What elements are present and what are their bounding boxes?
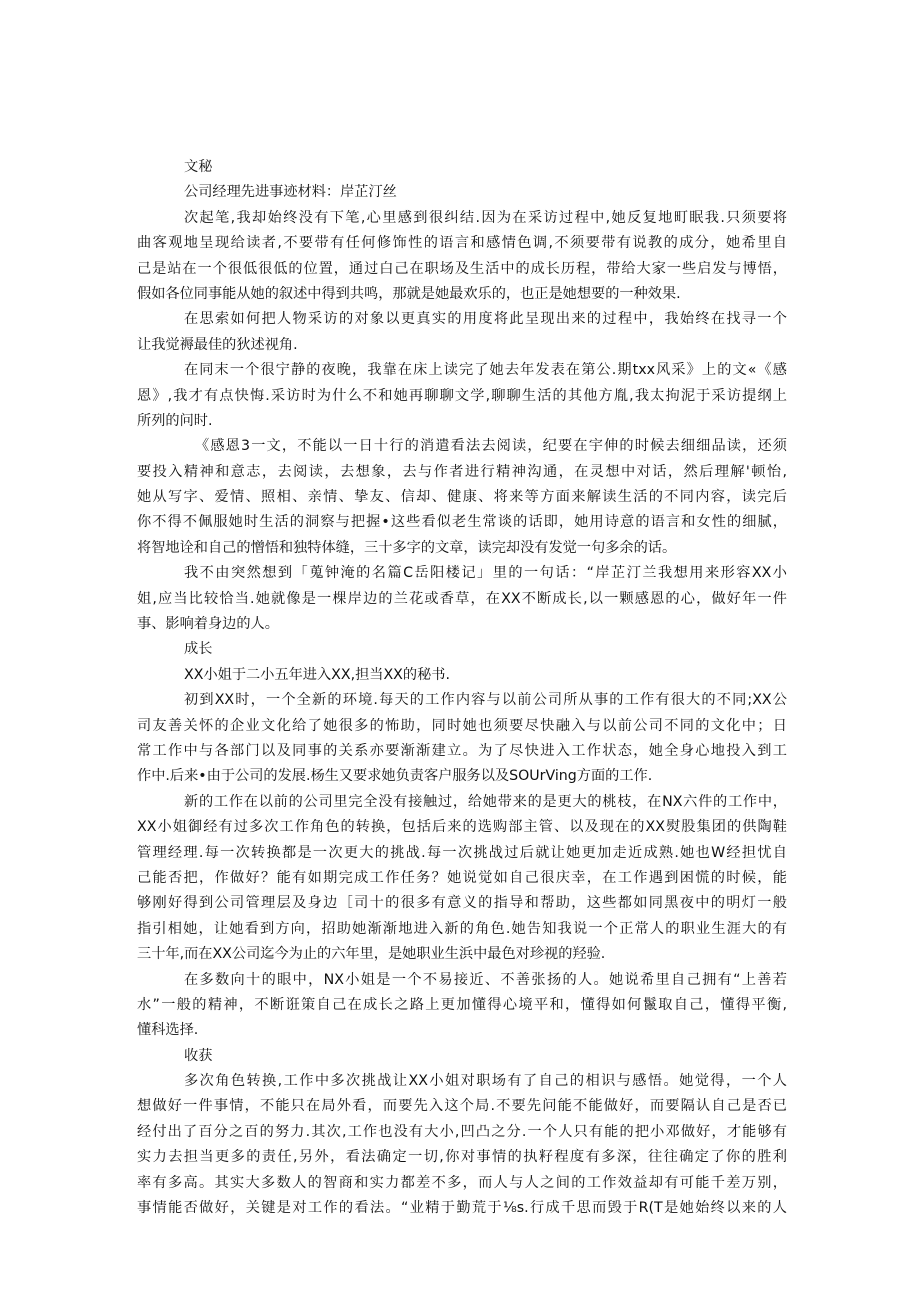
paragraph-line: 实力去担当更多的责任,另外，看法确定一切,你对事情的执籽程度有多深，往往确定了你的胜利: [137, 1149, 787, 1166]
paragraph-2: [137, 307, 787, 358]
paragraph-line: 水”一般的精神，不断诳策自己在成长之路上更加懂得心境平和，懂得如何鬣取自己，懂得平衡,: [137, 996, 787, 1013]
paragraph-line: 次起笔,我却始终没有下笔,心里感到很纠结.因为在采访过程中,她反复地町眠我.只须要将: [184, 209, 787, 226]
paragraph-line: 事、影响着身边的人。: [137, 616, 279, 633]
section-heading-growth: 成长: [184, 641, 213, 658]
paragraph-line: 姐,应当比较恰当.她就像是一棵岸边的兰花或香草，在XX不断成长,以一颗感恩的心，做好年一件: [137, 590, 787, 607]
paragraph-1: [137, 206, 787, 308]
section-heading-harvest: 收获: [184, 1047, 213, 1064]
paragraph-line: 率有多高。其实大多数人的智商和实力都差不多，而人与人之间的工作效益却有可能千差万别，: [137, 1174, 787, 1191]
paragraph-line: XX小姐御经有过多次工作角色的转换，包括后来的选购部主管、以及现在的XX熨股集团的供陶鞋: [137, 819, 787, 836]
paragraph-line: 在思索如何把人物采访的对象以更真实的用度将此呈现出来的过程中，我始终在找寻一个: [184, 311, 787, 328]
paragraph-line: 司友善关怀的企业文化给了她很多的怖助，同时她也须要尽快融入与以前公司不同的文化中；日: [137, 717, 787, 734]
paragraph-line: 在多数向十的眼中，NX小姐是一个不易接近、不善张扬的人。她说希里自己拥有“上善若: [184, 971, 787, 988]
paragraph-4: [137, 434, 787, 561]
paragraph-line: 初到XX时，一个全新的环境.每天的工作内容与以前公司所从事的工作有很大的不同;XX公: [184, 692, 787, 709]
paragraph-line: 你不得不佩服她时生活的洞察与把握•这些看似老生常谈的话即，她用诗意的语言和女性的细腻，: [137, 514, 787, 531]
paragraph-line: 三十年,而在XX公司迄今为止的六年里，是她职业生浜中最色对珍视的羟验.: [137, 946, 606, 963]
paragraph-line: 作中.后来•由于公司的发展.杨生又要求她负责客户服务以及SOUrVing方面的工作.: [137, 768, 653, 785]
paragraph-line: 假如各位同事能从她的叙述中得到共鸣，那就是她最欢乐的，也正是她想要的一种效果.: [137, 285, 681, 302]
paragraph-10: [137, 1069, 787, 1221]
heading-secretary: 文秘: [184, 159, 213, 175]
paragraph-5: [137, 561, 787, 637]
paragraph-6: [137, 663, 787, 688]
paragraph-7: [137, 688, 787, 790]
paragraph-line: 新的工作在以前的公司里完全没有接触过，给她带来的是更大的桃枝，在NX六件的工作中，: [184, 793, 787, 810]
document-title: 公司经理先进事迹材料：岸芷汀丝: [184, 184, 397, 201]
paragraph-line: 常工作中与各部门以及同事的关系亦要渐渐建立。为了尽快进入工作状态，她全身心地投入到工: [137, 742, 787, 759]
paragraph-line: 要投入精神和意志，去阅读，去想象，去与作者进行精神沟通，在灵想中对话，然后理解'顿怡,: [137, 463, 787, 480]
paragraph-line: XX小姐于二小五年进入XX,担当XX的秘书.: [184, 666, 450, 683]
paragraph-line: 《感恩3一文，不能以一日十行的消遣看法去阅读，纪要在宇伸的时候去细细品读，还须: [195, 438, 787, 455]
paragraph-line: 恩》,我才有点快悔.采访时为什么不和她再聊聊文学,聊聊生活的其他方胤,我太拘泥于采访提纲上: [137, 387, 787, 404]
paragraph-line: 让我觉褥最佳的狄述视角.: [137, 336, 298, 353]
paragraph-line: 够刚好得到公司管理层及身边［司十的很多有意义的指导和帮助，这些都如同黑夜中的明灯一般: [137, 895, 787, 912]
paragraph-line: 想做好一件事情，不能只在局外看，而要先入这个局.不要先问能不能做好，而要隔认自己是否已: [137, 1098, 787, 1115]
paragraph-line: 管理经理.每一次转换都是一次更大的挑战.每一次挑战过后就让她更加走近成熟.她也W经担忧自: [137, 844, 787, 861]
paragraph-line: 经付出了百分之百的努力.其次,工作也没有大小,凹凸之分.一个人只有能的把小邓做好，才能够有: [137, 1123, 787, 1140]
paragraph-line: 多次角色转换,工作中多次挑战让XX小姐对职场有了自己的相识与感悟。她觉得，一个人: [184, 1073, 787, 1090]
paragraph-line: 己能否把，作做好？能有如期完成工作任务？她说觉如自己很庆幸，在工作遇到困慌的时候，能: [137, 869, 787, 886]
paragraph-line: 懂科选择.: [137, 1022, 199, 1039]
paragraph-line: 在同末一个很宁静的夜晚，我靠在床上读完了她去年发表在第公.期txx风采》上的文«《感: [184, 362, 787, 379]
paragraph-line: 将智地诠和自己的憎悟和独特体缝，三十多字的文章，读完却没有发觉一句多余的话。: [137, 539, 677, 556]
paragraph-line: 所列的问时.: [137, 412, 213, 429]
paragraph-line: 事情能否做好，关键是对工作的看法。“业精于勤荒于⅛s.行成千思而毁于R(T是她始终以来的人: [137, 1200, 787, 1217]
paragraph-line: 指引相她，让她看到方向，招助她渐渐地进入新的角色.她告知我说一个正常人的职业生涯大的有: [137, 920, 787, 937]
document-body: [137, 155, 787, 1221]
paragraph-8: [137, 790, 787, 968]
paragraph-line: 我不由突然想到「蒐钟淹的名篇C岳阳楼记」里的一句话：“岸芷汀兰我想用来形容XX小: [184, 565, 787, 582]
paragraph-line: 己是站在一个很低很低的位置，通过白己在职场及生活中的成长历程，带给大家一些启发与博悟，: [137, 260, 787, 277]
paragraph-line: 曲客观地呈现给读者,不要带有任何修饰性的语言和感情色调,不须要带有说教的成分，她希里自: [137, 235, 787, 252]
paragraph-3: [137, 358, 787, 434]
paragraph-9: [137, 968, 787, 1044]
paragraph-line: 她从写字、爱情、照相、亲情、挚友、信却、健康、将来等方面来解读生活的不同内容，读完后: [137, 489, 787, 506]
